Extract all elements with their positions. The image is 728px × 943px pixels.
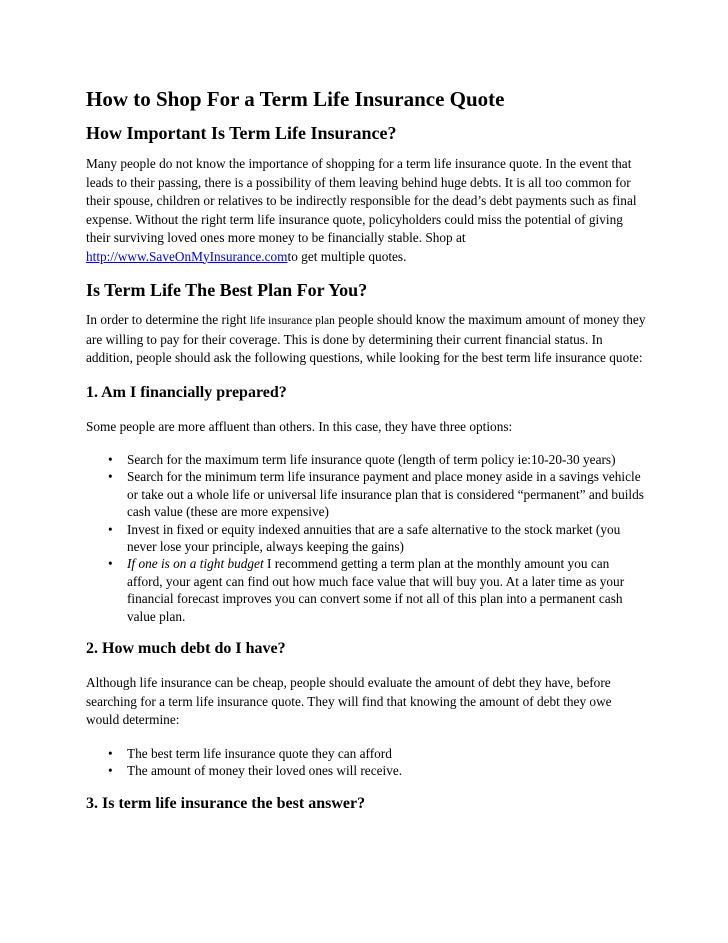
list-item: • Invest in fixed or equity indexed annuities that are a safe alternative to the stock market (you never lose your principle, always keeping the gains): [127, 521, 648, 556]
list-item: [127, 555, 648, 625]
question-2-heading: 2. How much debt do I have?: [86, 640, 286, 658]
section-heading-best-plan: Is Term Life The Best Plan For You?: [86, 280, 368, 300]
list-item-italic: If one is on a tight budget: [127, 556, 264, 572]
best-plan-text-small: life insurance plan: [249, 315, 335, 327]
best-plan-paragraph: [86, 311, 648, 368]
saveonmyinsurance-link[interactable]: http://www.SaveOnMyInsurance.com: [86, 248, 288, 264]
importance-text-end: to get multiple quotes.: [287, 248, 407, 264]
question-1-list: [86, 451, 648, 625]
list-item: • The amount of money their loved ones will receive.: [127, 762, 648, 779]
question-2-list: [86, 745, 648, 780]
importance-paragraph: [86, 155, 648, 266]
list-item: • The best term life insurance quote they can afford: [127, 745, 648, 762]
importance-text: Many people do not know the importance of shopping for a term life insurance quote. In the event that leads to their passing, there is a possibility of them leaving behind huge debts. It is all too common for their spouse, children or relatives to be indirectly responsible for the dead’s debt payments such as final expense. Without the right term life insurance quote, policyholders could miss the potential of giving their surviving loved ones more money to be financially stable. Shop at: [86, 156, 637, 245]
section-heading-importance: How Important Is Term Life Insurance?: [86, 123, 397, 143]
question-3-heading: 3. Is term life insurance the best answer?: [86, 795, 366, 813]
best-plan-text-a: In order to determine the right: [86, 312, 250, 327]
page-title: How to Shop For a Term Life Insurance Quote: [86, 87, 505, 111]
best-plan-text-b: people should know the maximum amount of money they are willing to pay for their coverage. This is done by determining their current financial status. In addition, people should ask the following questions, while looking for the best term life insurance quote:: [86, 312, 646, 365]
list-item: • Search for the minimum term life insurance payment and place money aside in a savings vehicle or take out a whole life or universal life insurance plan that is considered “permanent” and builds cash value (these are more expensive): [127, 468, 648, 520]
question-2-intro: Although life insurance can be cheap, people should evaluate the amount of debt they have, before searching for a term life insurance quote. They will find that knowing the amount of debt they owe would determine:: [86, 675, 612, 728]
list-item: • Search for the maximum term life insurance quote (length of term policy ie:10-20-30 years): [127, 451, 648, 468]
question-1-heading: 1. Am I financially prepared?: [86, 383, 287, 401]
list-item-rest: I recommend getting a term plan at the monthly amount you can afford, your agent can find out how much face value that will buy you. At a later time as your financial forecast improves you can convert some if not all of this plan into a permanent cash value plan.: [127, 556, 625, 624]
question-1-intro: Some people are more affluent than others. In this case, they have three options:: [86, 418, 513, 434]
